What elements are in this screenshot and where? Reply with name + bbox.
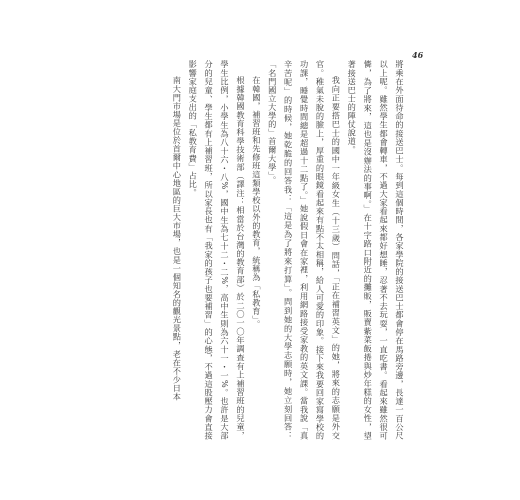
paragraph: 南大門市場是位於首爾中心地區的巨大市場，也是一個知名的觀光景點，老在不少日本 — [172, 76, 183, 402]
paragraph: 在韓國，補習班和先修班這類學校以外的教育，統稱為「私教育」。 — [251, 76, 262, 329]
body-text — [121, 60, 407, 440]
paragraph: 我向正要搭巴士的國中一年級女生（十三歲）問話，「正在補習英文」的她，將來的志願是外交官。稚氣未脫的臉上，厚重的眼鏡看起來有點不太相稱，給人可愛的印象。接下來我要回家寫學校的功課，睡覺時間總是超過十二點了。」她說假日會在家裡，利用網路接受家教的英文課。當我說「真辛苦呢」的時候，她乾脆的回答我：「這是為了將來打算」。問到她的大學志願時，她立刻回答：「名門國立大學的」首爾大學」。 — [267, 60, 342, 440]
paragraph: 根據韓國教育科學技術部（譯注：相當於台灣的教育部）於二〇一〇年調查有上補習班的兒童，學生比例，小學生為八十六・八%，國中生為七十二・二%，高中生則為六十一・一%。也許是大部分的兒童、學生都有上補習班，所以家長也有「我家的孩子也要補習」的心態，不過這股壓力會直接影響家庭支出的「私教育費」占比。 — [188, 60, 246, 440]
page-number: 46 — [412, 50, 424, 60]
paragraph: 將乘在外面待命的接送巴士。每到這個時間，各家學院的接送巴士都會停在馬路旁邊，長達一百公尺以上呢。雖然學生都會轉車，不過大家看起來都好想睡，忍著不去玩耍，一直吃書。看起來雖然很可憐，為了將來，這也是沒辦法的事啊。」在十字路口附近的攤販，販賣紫菜飯捲與炒年糕的女性，望著接送巴士的陣仗說道。 — [347, 60, 405, 440]
